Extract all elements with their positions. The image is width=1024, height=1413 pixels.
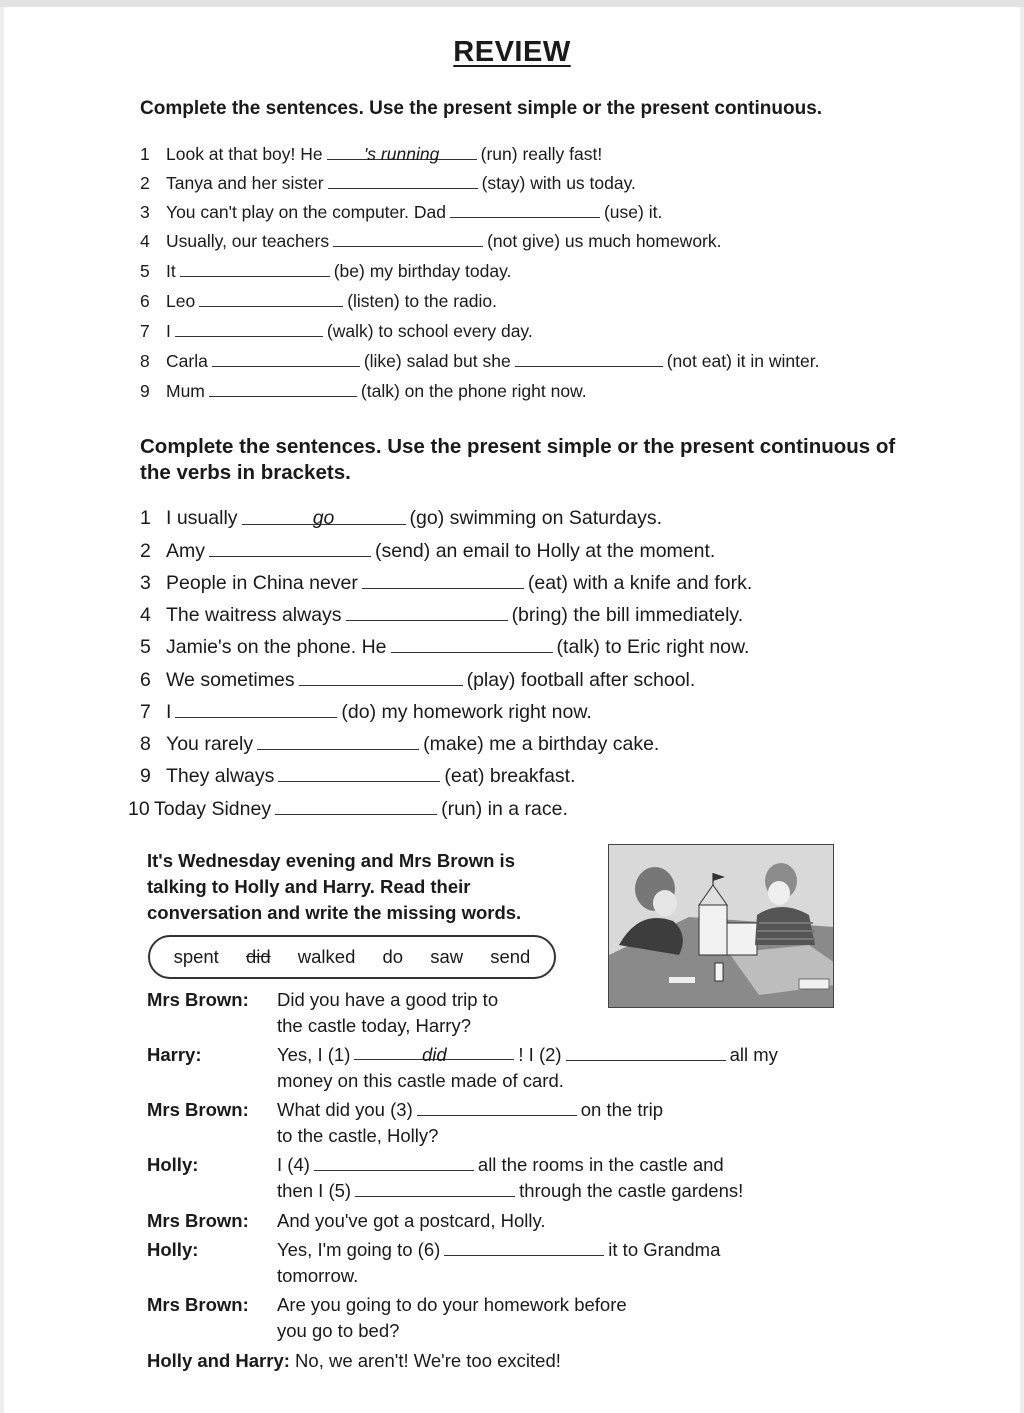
ex2-blank-9[interactable] xyxy=(278,762,440,782)
ex1-blank-8b[interactable] xyxy=(515,349,663,367)
ex1-item-8: 8 Carla (like) salad but she (not eat) it in winter. xyxy=(140,351,820,371)
ex2-item-6: 6 We sometimes (play) football after school. xyxy=(140,666,695,692)
dialog-blank-3[interactable] xyxy=(417,1098,577,1116)
ex2-item-4: 4 The waitress always (bring) the bill immediately. xyxy=(140,601,743,627)
ex2-item-8: 8 You rarely (make) me a birthday cake. xyxy=(140,730,659,756)
ex2-item-3: 3 People in China never (eat) with a knife and fork. xyxy=(140,569,752,595)
ex1-blank-4[interactable] xyxy=(333,229,483,247)
ex2-item-5: 5 Jamie's on the phone. He (talk) to Eric right now. xyxy=(140,633,749,659)
ex1-blank-3[interactable] xyxy=(450,200,600,218)
ex2-blank-6[interactable] xyxy=(299,666,463,686)
ex1-item-3: 3 You can't play on the computer. Dad (use) it. xyxy=(140,202,663,222)
word-do: do xyxy=(382,946,404,967)
word-saw: saw xyxy=(430,946,464,967)
ex2-blank-8[interactable] xyxy=(257,730,419,750)
exercise3-intro: It's Wednesday evening and Mrs Brown is talking to Holly and Harry. Read their conversation and write the missing words. xyxy=(147,850,522,923)
ex1-item-2: 2 Tanya and her sister (stay) with us today. xyxy=(140,173,636,193)
ex1-blank-2[interactable] xyxy=(328,171,478,189)
illustration-children-crafting xyxy=(608,844,834,1008)
ex1-item-5: 5 It (be) my birthday today. xyxy=(140,261,512,281)
ex1-item-1: 1 Look at that boy! He 's running (run) really fast! xyxy=(140,144,603,164)
ex1-item-6: 6 Leo (listen) to the radio. xyxy=(140,291,497,311)
ex2-blank-2[interactable] xyxy=(209,537,371,557)
dialog-blank-4[interactable] xyxy=(314,1153,474,1171)
ex2-blank-5[interactable] xyxy=(391,633,553,653)
ex1-blank-7[interactable] xyxy=(175,319,323,337)
ex1-blank-6[interactable] xyxy=(199,289,343,307)
page-title: REVIEW xyxy=(453,36,571,68)
ex2-item-10: 10 Today Sidney (run) in a race. xyxy=(140,795,568,821)
ex1-item-7: 7 I (walk) to school every day. xyxy=(140,321,533,341)
ex1-blank-8a[interactable] xyxy=(212,349,360,367)
ex1-blank-5[interactable] xyxy=(180,259,330,277)
ex2-blank-10[interactable] xyxy=(275,795,437,815)
ex1-blank-1[interactable]: 's running xyxy=(327,142,477,160)
dialog-blank-6[interactable] xyxy=(444,1238,604,1256)
dialog-blank-5[interactable] xyxy=(355,1179,515,1197)
dialog-blank-2[interactable] xyxy=(566,1043,726,1061)
ex2-item-2: 2 Amy (send) an email to Holly at the moment. xyxy=(140,537,715,563)
ex2-item-7: 7 I (do) my homework right now. xyxy=(140,698,592,724)
illustration-svg xyxy=(609,845,834,1008)
ex2-blank-3[interactable] xyxy=(362,569,524,589)
word-box xyxy=(148,935,556,979)
word-spent: spent xyxy=(173,946,219,967)
ex2-item-1: 1 I usually go (go) swimming on Saturdays. xyxy=(140,507,663,529)
ex2-blank-1[interactable]: go xyxy=(242,505,406,525)
ex2-blank-4[interactable] xyxy=(346,601,508,621)
dialog-line-8: Holly and Harry: No, we aren't! We're too excited! xyxy=(147,1350,561,1371)
exercise2-instruction: Complete the sentences. Use the present simple or the present continuous of the verbs in brackets. xyxy=(140,435,896,484)
ex1-blank-9[interactable] xyxy=(209,379,357,397)
ex2-blank-7[interactable] xyxy=(175,698,337,718)
exercise1-instruction: Complete the sentences. Use the present simple or the present continuous. xyxy=(140,98,823,119)
word-walked: walked xyxy=(297,946,356,967)
ex1-item-9: 9 Mum (talk) on the phone right now. xyxy=(140,381,587,401)
right-edge xyxy=(1020,7,1024,1413)
top-bar xyxy=(0,0,1024,7)
word-did-crossed: did xyxy=(245,946,271,967)
word-send: send xyxy=(490,946,531,967)
ex1-item-4: 4 Usually, our teachers (not give) us much homework. xyxy=(140,231,722,251)
ex2-item-9: 9 They always (eat) breakfast. xyxy=(140,762,576,788)
dialog-blank-1[interactable]: did xyxy=(354,1042,514,1060)
left-edge xyxy=(0,7,4,1413)
